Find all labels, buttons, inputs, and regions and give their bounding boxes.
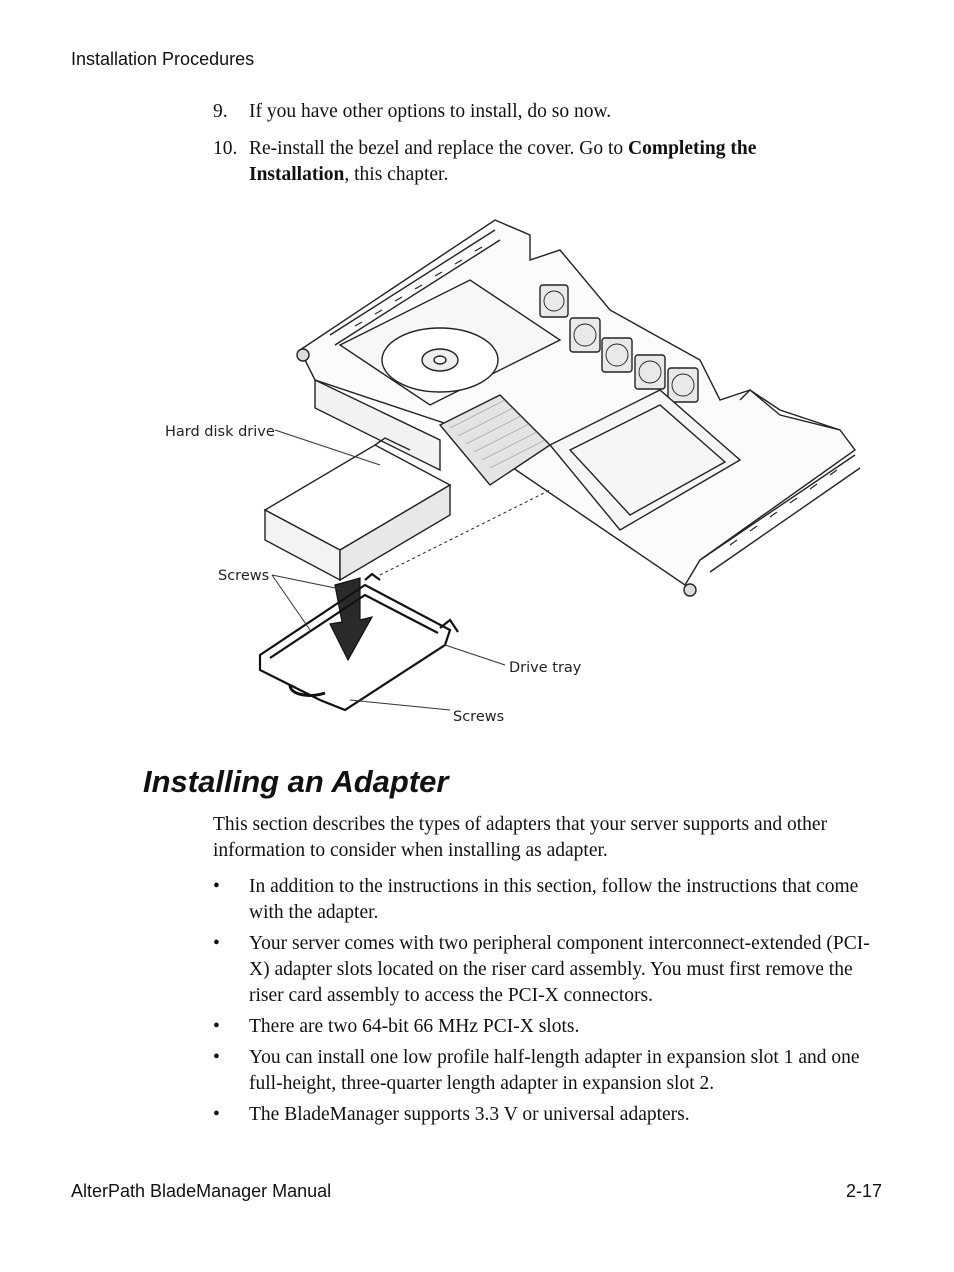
list-item-text: Your server comes with two peripheral component interconnect-extended (PCI-X) adapter slots located on the riser card assembly. You must first remove the riser card assembly to access the PCI-X connectors. xyxy=(249,933,870,1006)
procedure-steps xyxy=(213,99,853,199)
bullet-list xyxy=(213,874,883,1133)
running-head: Installation Procedures xyxy=(71,49,255,69)
footer-manual-title: AlterPath BladeManager Manual xyxy=(71,1181,332,1201)
step-text xyxy=(249,136,853,188)
bullet-icon: • xyxy=(213,933,220,954)
list-item xyxy=(213,931,883,1009)
footer-page-number: 2-17 xyxy=(845,1181,882,1201)
section-title: Installing an Adapter xyxy=(143,764,449,799)
list-item-text: The BladeManager supports 3.3 V or universal adapters. xyxy=(249,1104,690,1125)
hard-disk-drive-figure xyxy=(140,200,870,740)
bullet-icon: • xyxy=(213,1016,220,1037)
step-number: 10. xyxy=(213,138,238,159)
step-text-prefix: Re-install the bezel and replace the cover. Go to xyxy=(249,138,629,159)
bullet-icon: • xyxy=(213,1047,220,1068)
bullet-icon: • xyxy=(213,876,220,897)
step-10 xyxy=(213,136,853,188)
callout-screws-top: Screws xyxy=(218,568,270,584)
list-item xyxy=(213,1014,883,1040)
list-item xyxy=(213,874,883,926)
step-text-suffix: , this chapter. xyxy=(344,164,449,185)
cross-reference-link[interactable]: Completing the Installation xyxy=(249,138,757,185)
list-item-text: You can install one low profile half-length adapter in expansion slot 1 and one full-height, three-quarter length adapter in expansion slot 2. xyxy=(249,1047,860,1094)
list-item-text: There are two 64-bit 66 MHz PCI-X slots. xyxy=(249,1016,580,1037)
callout-screws-bottom: Screws xyxy=(453,709,505,725)
list-item xyxy=(213,1102,883,1128)
callout-drive-tray: Drive tray xyxy=(509,660,582,676)
step-9 xyxy=(213,99,853,125)
list-item xyxy=(213,1045,883,1097)
step-text: If you have other options to install, do so now. xyxy=(249,101,612,122)
callout-hard-disk-drive: Hard disk drive xyxy=(165,424,275,440)
step-number: 9. xyxy=(213,101,228,122)
list-item-text: In addition to the instructions in this section, follow the instructions that come with the adapter. xyxy=(249,876,859,923)
section-intro: This section describes the types of adapters that your server supports and other information to consider when installing as adapter. xyxy=(213,814,828,861)
server-chassis-illustration xyxy=(140,200,870,740)
bullet-icon: • xyxy=(213,1104,220,1125)
